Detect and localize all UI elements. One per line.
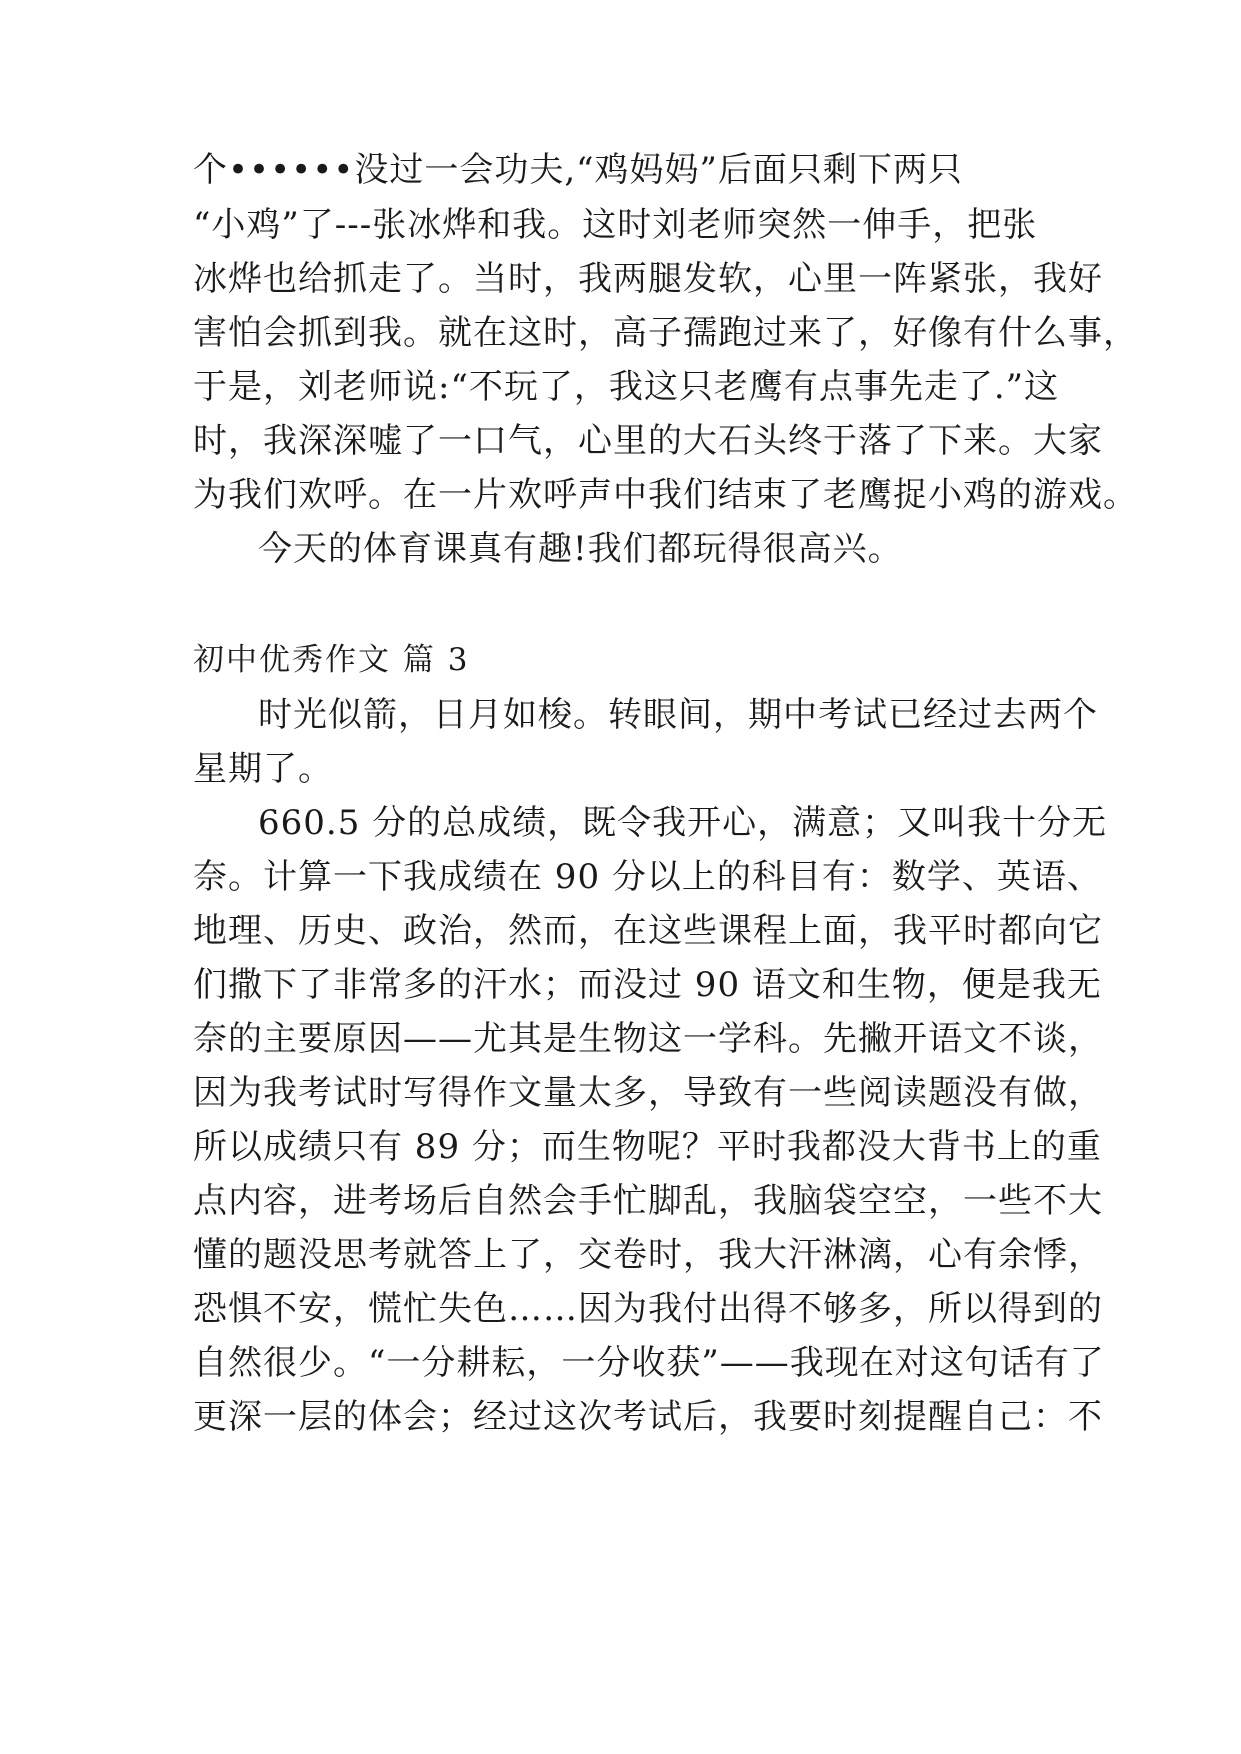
- text-line: 奈。计算一下我成绩在 90 分以上的科目有：数学、英语、: [193, 857, 1102, 897]
- text-line: 因为我考试时写得作文量太多，导致有一些阅读题没有做，: [193, 1073, 1103, 1113]
- text-line: 恐惧不安，慌忙失色……因为我付出得不够多，所以得到的: [193, 1289, 1103, 1329]
- text-line: 时光似箭，日月如梭。转眼间，期中考试已经过去两个: [258, 695, 1098, 735]
- text-line: 们撒下了非常多的汗水；而没过 90 语文和生物，便是我无: [193, 965, 1102, 1005]
- text-line: 点内容，进考场后自然会手忙脚乱，我脑袋空空，一些不大: [193, 1181, 1103, 1221]
- text-line: 害怕会抓到我。就在这时，高子孺跑过来了，好像有什么事，: [193, 313, 1138, 353]
- closing-line: 今天的体育课真有趣!我们都玩得很高兴。: [258, 529, 903, 569]
- text-line: 地理、历史、政治，然而，在这些课程上面，我平时都向它: [193, 911, 1103, 951]
- text-line: 时，我深深嘘了一口气，心里的大石头终于落了下来。大家: [193, 421, 1103, 461]
- text-line: 于是，刘老师说:“不玩了，我这只老鹰有点事先走了.”这: [193, 367, 1060, 407]
- text-line: 星期了。: [193, 749, 333, 789]
- text-line: 更深一层的体会；经过这次考试后，我要时刻提醒自己：不: [193, 1397, 1103, 1437]
- section-heading: 初中优秀作文 篇 3: [193, 642, 470, 678]
- text-line: 所以成绩只有 89 分；而生物呢？平时我都没大背书上的重: [193, 1127, 1102, 1167]
- text-line: 个••••••没过一会功夫,“鸡妈妈”后面只剩下两只: [193, 150, 963, 190]
- text-line: 自然很少。“一分耕耘，一分收获”——我现在对这句话有了: [193, 1343, 1105, 1383]
- text-line: 为我们欢呼。在一片欢呼声中我们结束了老鹰捉小鸡的游戏。: [193, 475, 1138, 515]
- text-line: 懂的题没思考就答上了，交卷时，我大汗淋漓，心有余悸，: [193, 1235, 1103, 1275]
- text-line: 冰烨也给抓走了。当时，我两腿发软，心里一阵紧张，我好: [193, 259, 1103, 299]
- text-line: 奈的主要原因——尤其是生物这一学科。先撇开语文不谈，: [193, 1019, 1103, 1059]
- text-line: “小鸡”了---张冰烨和我。这时刘老师突然一伸手，把张: [193, 205, 1038, 245]
- text-line: 660.5 分的总成绩，既令我开心，满意；又叫我十分无: [258, 803, 1108, 843]
